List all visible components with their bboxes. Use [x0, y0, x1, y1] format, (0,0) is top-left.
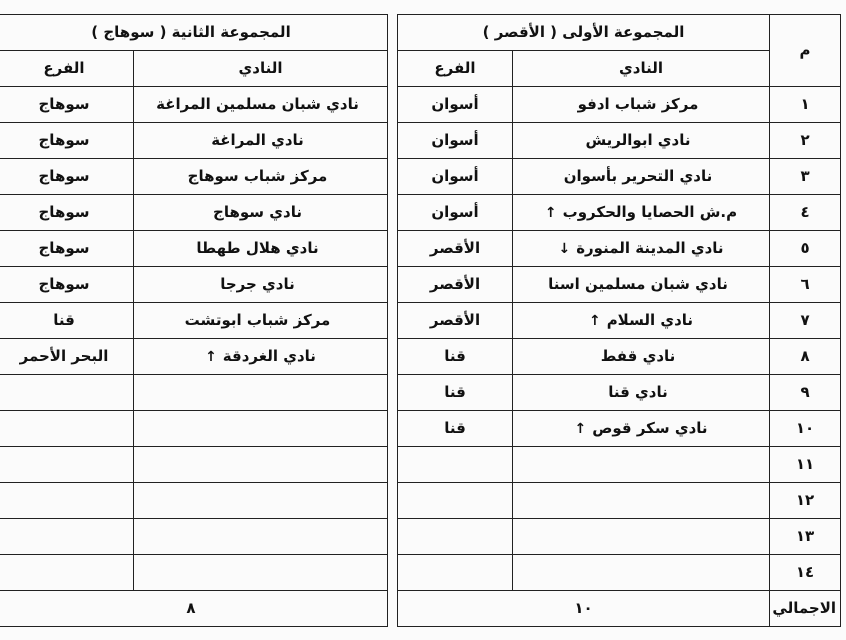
group2-club-cell: [134, 411, 388, 447]
group1-branch-cell: الأقصر: [398, 303, 513, 339]
row-number: ٩: [770, 375, 841, 411]
column-gap: [388, 267, 398, 303]
group1-club-cell: [513, 267, 770, 303]
group1-club-cell: [513, 483, 770, 519]
table-row: [0, 519, 841, 555]
arrow-up-icon: ↑: [544, 205, 557, 221]
column-gap: [388, 411, 398, 447]
row-number: ٢: [770, 123, 841, 159]
table-row: [0, 483, 841, 519]
group2-branch-cell: سوهاج: [0, 159, 134, 195]
row-number: ٤: [770, 195, 841, 231]
group1-branch-cell: أسوان: [398, 87, 513, 123]
group1-club-name: نادي التحرير بأسوان: [563, 167, 713, 185]
group1-club-cell: [513, 411, 770, 447]
row-number: ١١: [770, 447, 841, 483]
group2-branch-cell: [0, 375, 134, 411]
group1-club-name: نادي قفط: [600, 347, 676, 365]
group2-club-cell: [134, 447, 388, 483]
table-row: [0, 411, 841, 447]
row-number: ١٢: [770, 483, 841, 519]
column-gap: [388, 87, 398, 123]
column-gap: [388, 159, 398, 195]
group2-club-cell: [134, 555, 388, 591]
column-gap: [388, 303, 398, 339]
group1-branch-cell: الأقصر: [398, 231, 513, 267]
group1-club-cell: [513, 303, 770, 339]
group2-club-name: نادي سوهاج: [213, 203, 302, 221]
group2-branch-cell: سوهاج: [0, 231, 134, 267]
table-row: [0, 339, 841, 375]
column-gap: [388, 447, 398, 483]
group2-club-cell: [134, 87, 388, 123]
group1-club-name: نادي شبان مسلمين اسنا: [548, 275, 728, 293]
group1-club-name: م.ش الحصايا والحكروب: [562, 203, 738, 221]
group1-club-name: نادي ابوالريش: [585, 131, 691, 149]
arrow-up-icon: ↑: [205, 349, 217, 365]
total-row: [0, 591, 841, 627]
table-row: [0, 159, 841, 195]
group2-branch-cell: [0, 483, 134, 519]
group2-branch-cell: [0, 447, 134, 483]
group1-branch-header: الفرع: [398, 51, 513, 87]
group2-branch-cell: [0, 411, 134, 447]
group1-branch-cell: [398, 519, 513, 555]
table-row: [0, 375, 841, 411]
row-number: ٣: [770, 159, 841, 195]
group2-branch-header: الفرع: [0, 51, 134, 87]
group1-club-cell: [513, 159, 770, 195]
group2-branch-cell: سوهاج: [0, 267, 134, 303]
groups-table: [0, 14, 841, 627]
group1-branch-cell: أسوان: [398, 159, 513, 195]
group2-club-name: مركز شباب ابوتشت: [184, 311, 331, 329]
arrow-up-icon: ↑: [588, 313, 601, 329]
group2-club-name: نادي شبان مسلمين المراغة: [156, 95, 359, 113]
group1-club-header: النادي: [513, 51, 770, 87]
group1-branch-cell: أسوان: [398, 123, 513, 159]
group1-branch-cell: قنا: [398, 339, 513, 375]
column-gap: [388, 519, 398, 555]
row-number: ١: [770, 87, 841, 123]
group1-club-cell: [513, 555, 770, 591]
group1-club-cell: [513, 339, 770, 375]
row-number: ٧: [770, 303, 841, 339]
group2-club-cell: [134, 159, 388, 195]
group2-club-cell: [134, 519, 388, 555]
arrow-down-icon: ↓: [558, 241, 571, 257]
column-gap: [388, 483, 398, 519]
row-number: ١٠: [770, 411, 841, 447]
group1-total: ١٠: [398, 591, 770, 627]
group-header-row: [0, 15, 841, 51]
group1-club-cell: [513, 195, 770, 231]
group2-club-name: نادي المراغة: [211, 131, 304, 149]
group1-branch-cell: [398, 447, 513, 483]
column-gap: [388, 555, 398, 591]
column-gap: [388, 591, 398, 627]
row-number: ٨: [770, 339, 841, 375]
group2-club-cell: [134, 195, 388, 231]
group2-club-name: نادي الغردقة: [222, 347, 316, 365]
group1-branch-cell: أسوان: [398, 195, 513, 231]
table-row: [0, 303, 841, 339]
group2-total: ٨: [0, 591, 388, 627]
column-gap: [388, 195, 398, 231]
group2-branch-cell: البحر الأحمر: [0, 339, 134, 375]
group1-branch-cell: [398, 483, 513, 519]
column-gap: [388, 51, 398, 87]
group1-club-cell: [513, 123, 770, 159]
group2-club-name: نادي هلال طهطا: [196, 239, 319, 257]
group2-club-cell: [134, 303, 388, 339]
group1-club-cell: [513, 87, 770, 123]
group2-club-name: مركز شباب سوهاج: [187, 167, 328, 185]
table-row: [0, 555, 841, 591]
group1-branch-cell: [398, 555, 513, 591]
group1-club-cell: [513, 231, 770, 267]
table-row: [0, 267, 841, 303]
group1-club-cell: [513, 447, 770, 483]
group2-branch-cell: سوهاج: [0, 195, 134, 231]
total-label: الاجمالي: [770, 591, 841, 627]
group2-club-cell: [134, 339, 388, 375]
group2-club-cell: [134, 267, 388, 303]
column-gap: [388, 231, 398, 267]
row-number: ٥: [770, 231, 841, 267]
group2-branch-cell: سوهاج: [0, 87, 134, 123]
row-number: ٦: [770, 267, 841, 303]
row-number: ١٣: [770, 519, 841, 555]
group1-club-cell: [513, 375, 770, 411]
group2-branch-cell: [0, 519, 134, 555]
group1-club-name: مركز شباب ادفو: [577, 95, 699, 113]
column-gap: [388, 375, 398, 411]
group1-club-name: نادي السلام: [606, 311, 694, 329]
column-header-row: [0, 51, 841, 87]
group2-club-cell: [134, 123, 388, 159]
group2-branch-cell: قنا: [0, 303, 134, 339]
table-row: [0, 123, 841, 159]
table-row: [0, 87, 841, 123]
group1-club-name: نادي سكر قوص: [592, 419, 708, 437]
group1-club-name: نادي قنا: [608, 383, 668, 401]
group2-club-cell: [134, 375, 388, 411]
group2-branch-cell: [0, 555, 134, 591]
arrow-up-icon: ↑: [574, 421, 587, 437]
column-gap: [388, 123, 398, 159]
group1-branch-cell: قنا: [398, 375, 513, 411]
group1-club-name: نادي المدينة المنورة: [576, 239, 724, 257]
column-gap: [388, 339, 398, 375]
group2-club-cell: [134, 231, 388, 267]
table-row: [0, 231, 841, 267]
group2-club-name: نادي جرجا: [220, 275, 295, 293]
column-gap: [388, 15, 398, 51]
row-number-header: م: [770, 15, 841, 87]
group2-title: المجموعة الثانية ( سوهاج ): [0, 15, 388, 51]
row-number: ١٤: [770, 555, 841, 591]
group1-club-cell: [513, 519, 770, 555]
group2-branch-cell: سوهاج: [0, 123, 134, 159]
group2-club-header: النادي: [134, 51, 388, 87]
group1-title: المجموعة الأولى ( الأقصر ): [398, 15, 770, 51]
table-row: [0, 195, 841, 231]
group1-branch-cell: قنا: [398, 411, 513, 447]
table-row: [0, 447, 841, 483]
group1-branch-cell: الأقصر: [398, 267, 513, 303]
group2-club-cell: [134, 483, 388, 519]
